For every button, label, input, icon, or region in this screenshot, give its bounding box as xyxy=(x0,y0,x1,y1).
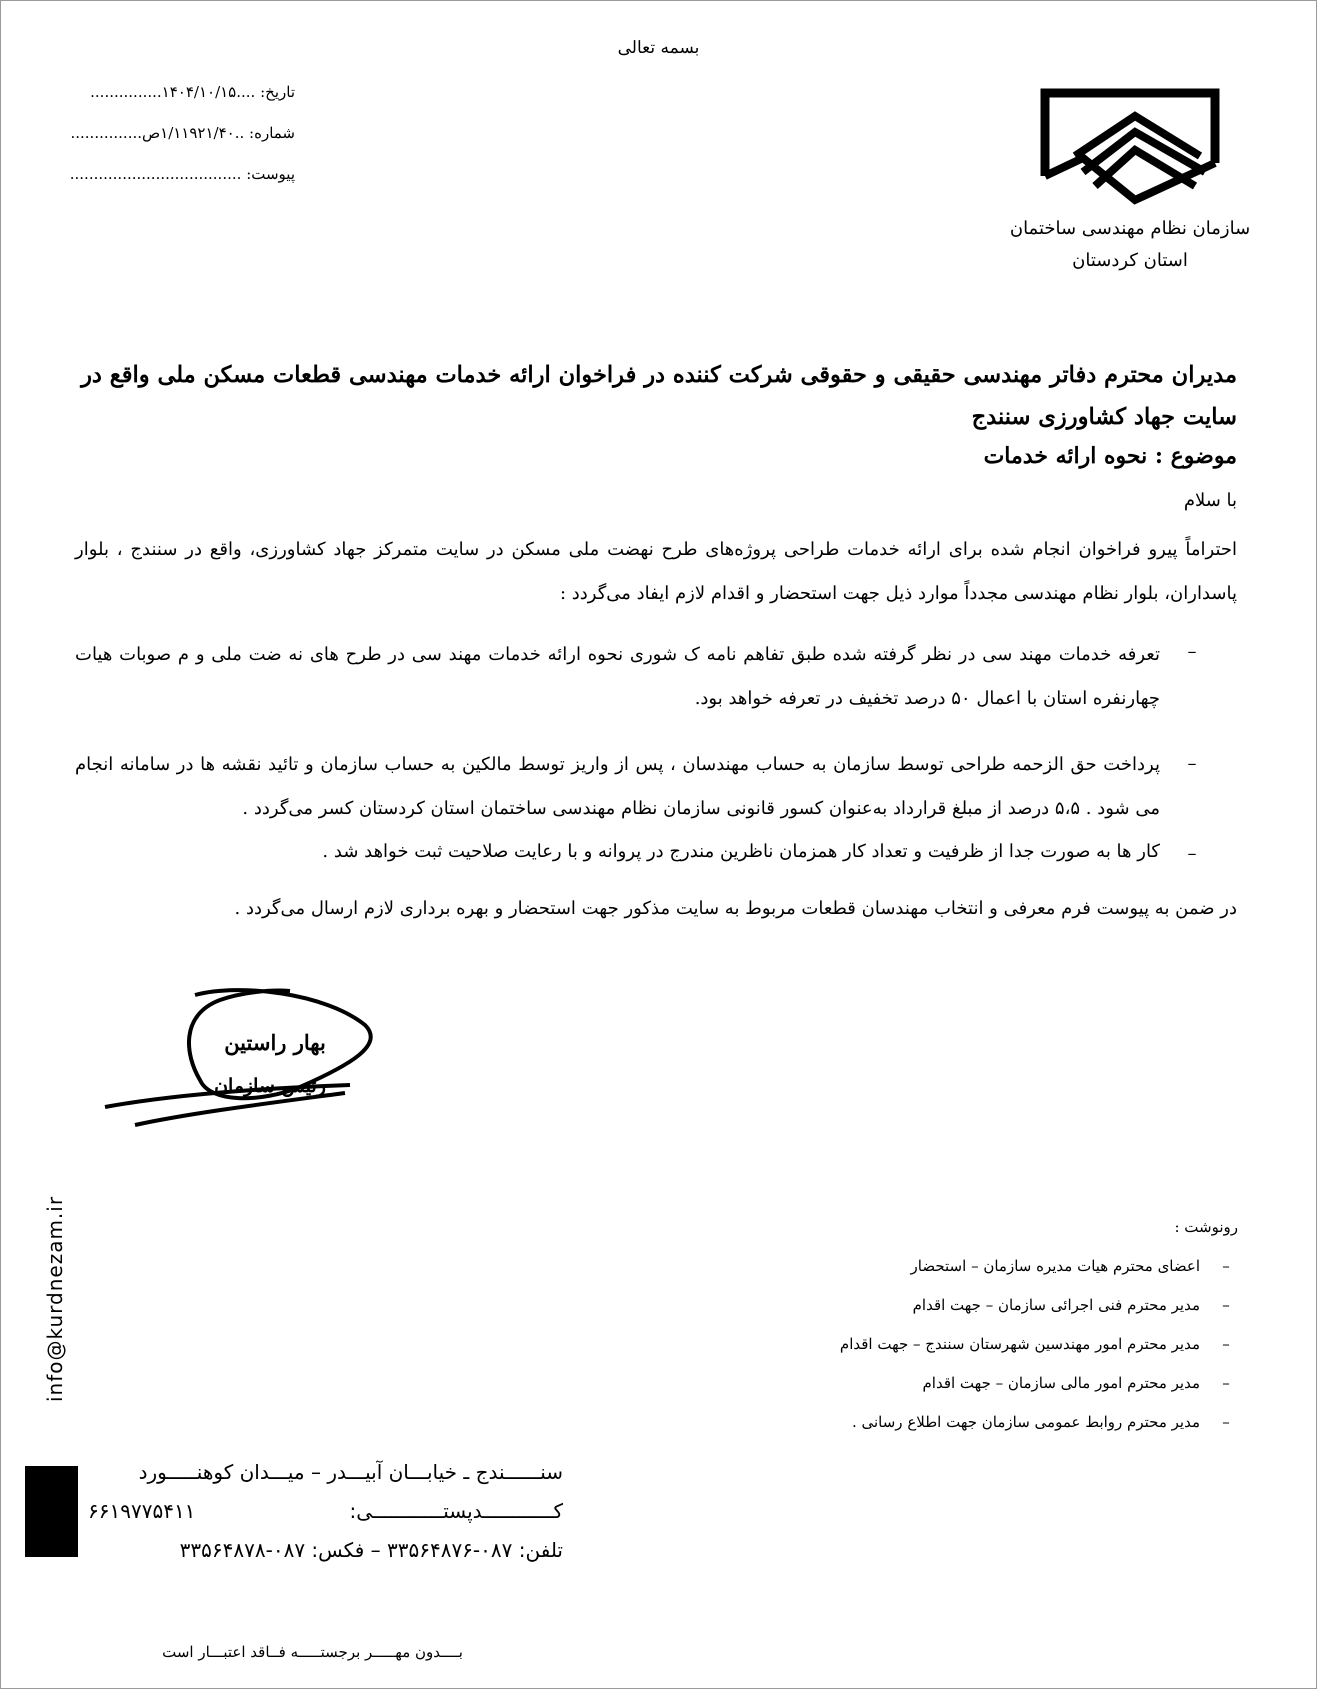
number-line xyxy=(70,124,295,142)
attachment-label: پیوست: xyxy=(246,165,295,183)
signatory-name: بهار راستین xyxy=(224,1030,326,1055)
handwritten-signature-icon xyxy=(100,985,385,1130)
bullet-dash: – xyxy=(1187,843,1197,864)
organization-name-line1: سازمان نظام مهندسی ساختمان xyxy=(1009,218,1251,239)
intro-paragraph: احتراماً پیرو فراخوان انجام شده برای ارائه خدمات طراحی پروژه‌های طرح نهضت ملی مسکن در سایت متمرکز جهاد کشاورزی، واقع در سنندج ، بلوار پاسداران، بلوار نظام مهندسی مجدداً موارد ذیل جهت استحضار و اقدام لازم ایفاد می‌گردد : xyxy=(75,539,1237,604)
bullet-item: کار ها به صورت جدا از ظرفیت و تعداد کار همزمان ناظرین مندرج در پروانه و با رعایت صلاحیت ثبت خواهد شد . xyxy=(322,841,1160,862)
bullet-item: پرداخت حق الزحمه طراحی توسط سازمان به حساب مهندسان ، پس از واریز توسط مالکین به حساب سازمان و تائید نقشه ها در سامانه انجام می شود . ۵،۵ درصد از مبلغ قرارداد به‌عنوان کسور قانونی سازمان نظام مهندسی ساختمان استان کردستان کسر می‌گردد . xyxy=(75,754,1160,819)
cc-item: مدیر محترم امور مالی سازمان – جهت اقدام xyxy=(922,1374,1200,1392)
date-value: ....۱۴۰۴/۱۰/۱۵............... xyxy=(90,83,256,101)
bullet-dash: – xyxy=(1187,753,1197,774)
date-label: تاریخ: xyxy=(260,83,295,101)
addressee: مدیران محترم دفاتر مهندسی حقیقی و حقوقی شرکت کننده در فراخوان ارائه خدمات مهندسی قطعات مسکن ملی واقع در سایت جهاد کشاورزی سنندج xyxy=(81,362,1237,430)
footer-validity-note: بــــدون مهـــــر برجستـــــه فــاقد اعتبـــار است xyxy=(162,1643,463,1661)
organization-logo-icon xyxy=(1035,88,1220,213)
cc-dash: – xyxy=(1222,1374,1230,1392)
side-email xyxy=(35,1165,75,1410)
date-line xyxy=(90,83,295,101)
signatory-title: رئیس سازمان xyxy=(214,1075,326,1097)
cc-item: اعضای محترم هیات مدیره سازمان – استحضار xyxy=(910,1257,1200,1275)
cc-dash: – xyxy=(1222,1335,1230,1353)
footer-address: سنــــــندج ـ خیابـــان آبیـــدر – میـــدان کوهنـــــورد xyxy=(138,1460,563,1484)
side-email-text: info@kurdnezam.ir xyxy=(43,1195,67,1402)
bullet-dash: – xyxy=(1187,641,1197,662)
attachment-line xyxy=(69,165,295,183)
footer-postal-value: ۶۶۱۹۷۷۵۴۱۱ xyxy=(88,1499,196,1523)
cc-dash: – xyxy=(1222,1413,1230,1431)
cc-item: مدیر محترم فنی اجرائی سازمان – جهت اقدام xyxy=(912,1296,1200,1314)
number-value: ..۱/۱۱۹۲۱/۴۰ص............... xyxy=(70,124,245,142)
cc-item: مدیر محترم روابط عمومی سازمان جهت اطلاع رسانی . xyxy=(851,1413,1200,1431)
attachment-value: .................................... xyxy=(69,165,242,183)
footer-black-bar xyxy=(25,1466,78,1557)
basmala: بسمه تعالی xyxy=(617,38,700,58)
footer-postal-label: کــــــــــــدپستــــــــــــی: xyxy=(349,1499,563,1523)
cc-item: مدیر محترم امور مهندسین شهرستان سنندج – جهت اقدام xyxy=(839,1335,1200,1353)
subject: موضوع : نحوه ارائه خدمات xyxy=(983,443,1237,469)
footer-phone-fax: تلفن: ۰۸۷-۳۳۵۶۴۸۷۶ – فکس: ۰۸۷-۳۳۵۶۴۸۷۸ xyxy=(179,1538,563,1562)
closing-paragraph: در ضمن به پیوست فرم معرفی و انتخاب مهندسان قطعات مربوط به سایت مذکور جهت استحضار و بهره برداری لازم ارسال می‌گردد . xyxy=(234,898,1237,919)
bullet-item: تعرفه خدمات مهند سی در نظر گرفته شده طبق تفاهم نامه ک شوری نحوه ارائه خدمات مهند سی در طرح های نه ضت ملی و م صوبات هیات چهارنفره استان با اعمال ۵۰ درصد تخفیف در تعرفه خواهد بود. xyxy=(75,644,1160,709)
cc-dash: – xyxy=(1222,1296,1230,1314)
organization-name-line2: استان کردستان xyxy=(1072,250,1188,271)
greeting: با سلام xyxy=(1183,490,1237,511)
cc-title: رونوشت : xyxy=(1174,1218,1238,1236)
cc-dash: – xyxy=(1222,1257,1230,1275)
number-label: شماره: xyxy=(249,124,295,142)
